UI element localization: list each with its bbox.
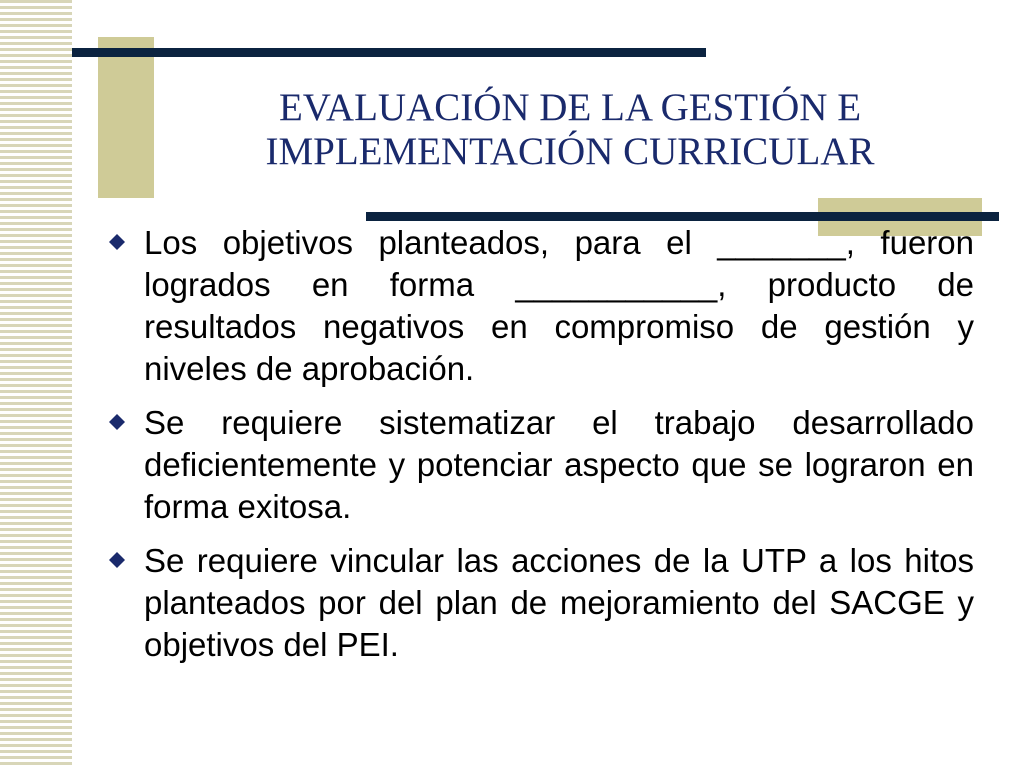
bullet-item: [104, 402, 974, 528]
slide-title: [170, 86, 970, 174]
bullet-item: [104, 222, 974, 390]
bullet-text: Se requiere sistematizar el trabajo desarrollado deficientemente y potenciar aspecto que se lograron en forma exitosa.: [144, 404, 974, 525]
diamond-bullet-icon: [108, 413, 126, 431]
slide-title-line-2: IMPLEMENTACIÓN CURRICULAR: [265, 130, 875, 173]
diamond-bullet-icon: [108, 551, 126, 569]
bullet-item: [104, 540, 974, 666]
slide-title-line-1: EVALUACIÓN DE LA GESTIÓN E: [278, 86, 862, 129]
diamond-bullet-icon: [108, 233, 126, 251]
bullet-text: Se requiere vincular las acciones de la UTP a los hitos planteados por del plan de mejoramiento del SACGE y objetivos del PEI.: [144, 542, 974, 663]
title-rule-top: [72, 48, 706, 57]
accent-block-top-left: [98, 37, 154, 198]
bullet-text: Los objetivos planteados, para el _______, fueron logrados en forma ___________, producto de resultados negativos en compromiso de gestión y niveles de aprobación.: [144, 224, 974, 387]
title-rule-bottom: [366, 212, 999, 221]
decorative-stripes: [0, 0, 72, 768]
bullet-list: [104, 222, 974, 678]
